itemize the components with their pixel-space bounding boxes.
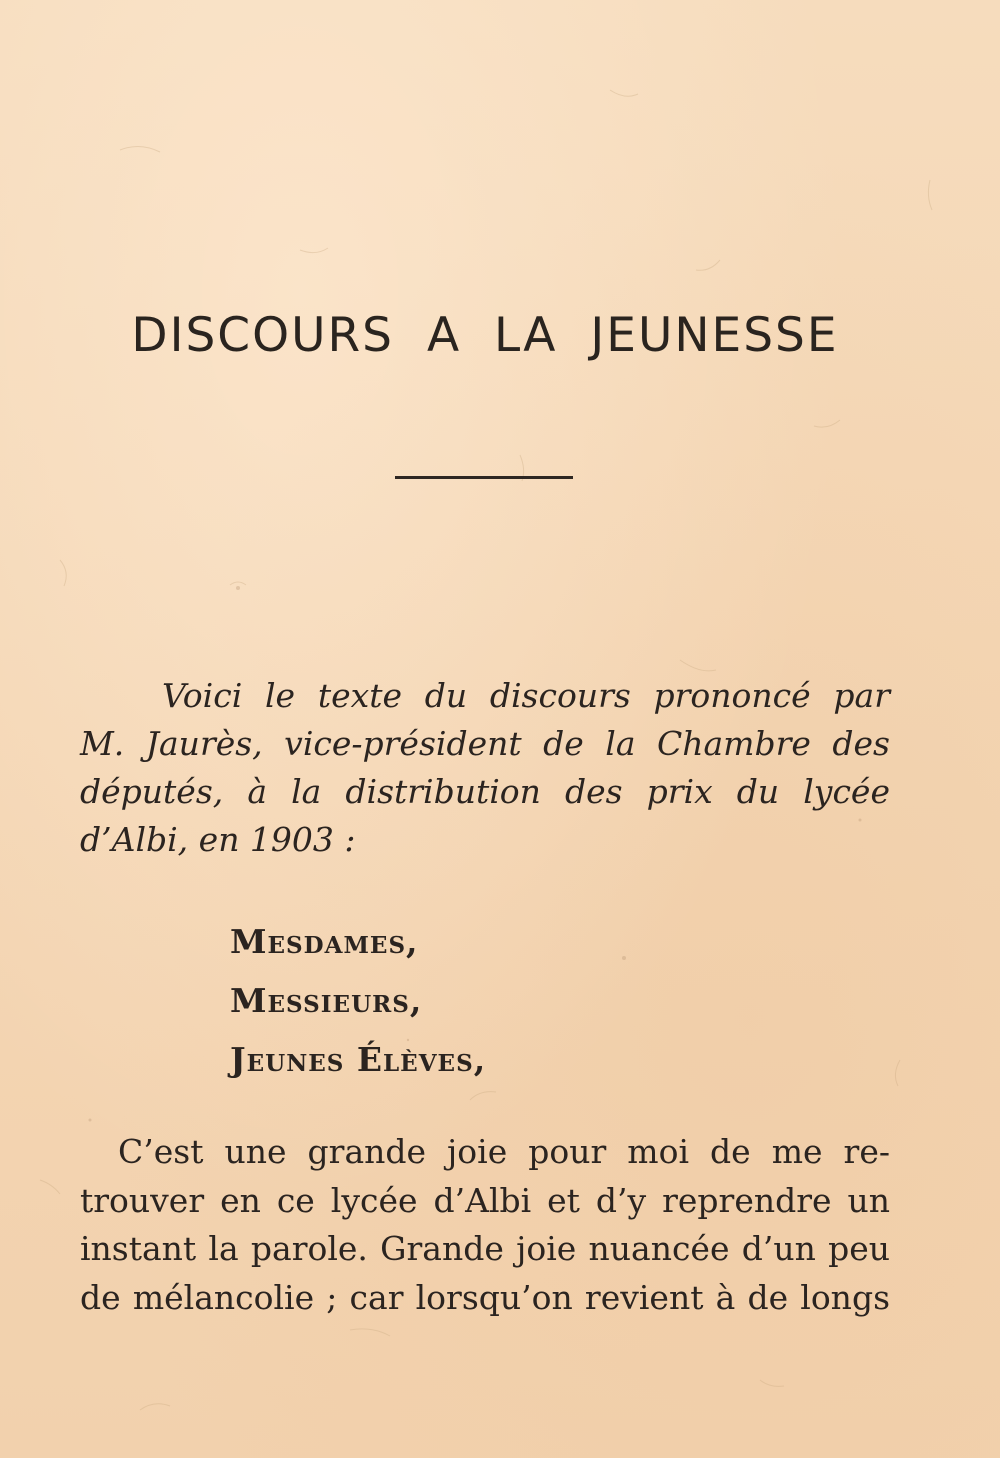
speech-paragraph [80,1128,890,1322]
salutation-line: Mesdames, [230,922,419,961]
intro-line: députés, à la distribution des prix du lycée [80,772,890,811]
intro-line: Voici le texte du discours prononcé par [162,676,890,715]
intro-line: d’Albi, en 1903 : [80,820,356,859]
intro-line: M. Jaurès, vice-président de la Chambre des [80,724,890,763]
speech-line: de mélancolie ; car lorsqu’on revient à de longs [80,1277,890,1317]
speech-line: C’est une grande joie pour moi de me re- [118,1132,890,1171]
salutations [230,912,730,1089]
speech-line: trouver en ce lycée d’Albi et d’y reprendre un [80,1180,890,1220]
salutation-line: Jeunes Élèves, [230,1040,487,1079]
title-divider [395,476,573,479]
page-title: DISCOURS A LA JEUNESSE [131,308,839,363]
salutation-line: Messieurs, [230,981,423,1020]
speech-line: instant la parole. Grande joie nuancée d’un peu [80,1229,890,1268]
intro-paragraph [80,672,890,864]
